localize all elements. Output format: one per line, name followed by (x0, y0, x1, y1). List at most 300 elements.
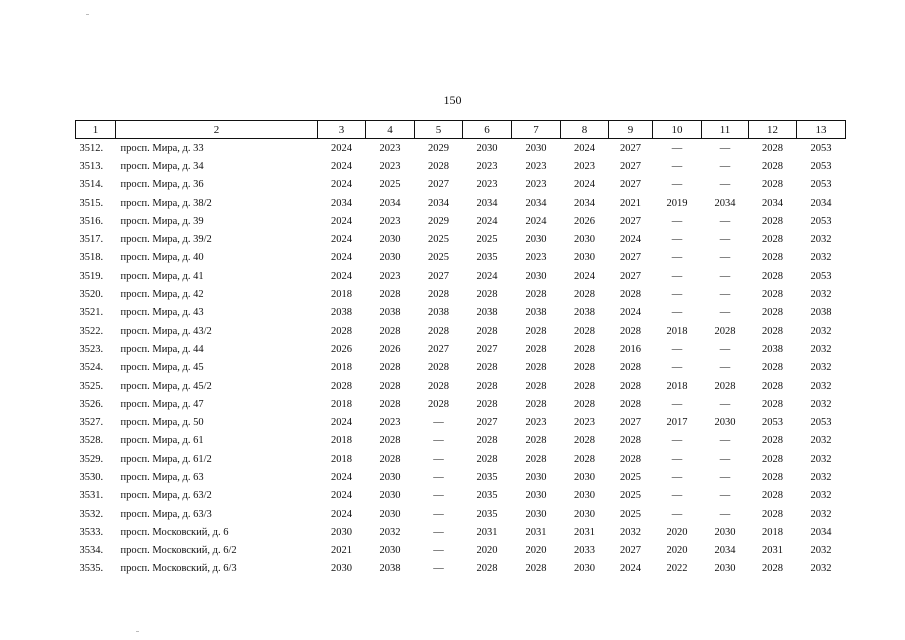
address-cell: просп. Мира, д. 47 (120, 398, 204, 410)
row-number-cell: 3534. (79, 545, 104, 557)
table-row (76, 212, 846, 230)
year-cell-col-4: 2025 (379, 179, 401, 191)
year-cell-col-10: — (671, 398, 683, 410)
year-cell-col-6: 2025 (476, 234, 498, 246)
year-cell-col-12: 2028 (762, 289, 783, 301)
row-number-cell: 3535. (79, 563, 104, 575)
year-cell-col-6: 2035 (476, 490, 498, 502)
year-cell-col-12: 2028 (762, 453, 783, 465)
year-cell-col-4: 2038 (379, 563, 401, 575)
year-cell-col-10: — (671, 508, 683, 520)
year-cell-col-8: 2028 (574, 362, 595, 374)
year-cell-col-13: 2032 (810, 453, 832, 465)
year-cell-col-3: 2026 (331, 343, 352, 355)
year-cell-col-11: — (719, 270, 731, 282)
year-cell-col-10: — (671, 435, 683, 447)
row-number-cell: 3512. (79, 142, 104, 154)
row-number-cell: 3532. (79, 508, 104, 520)
year-cell-col-9: 2027 (620, 142, 641, 154)
row-number-cell: 3522. (79, 325, 104, 337)
year-cell-col-11: — (719, 234, 731, 246)
column-header-11: 11 (702, 121, 749, 139)
year-cell-col-6: 2024 (476, 215, 498, 227)
year-cell-col-12: 2028 (762, 179, 783, 191)
year-cell-col-12: 2028 (762, 471, 783, 483)
year-cell-col-11: — (719, 215, 731, 227)
year-cell-col-10: — (671, 289, 683, 301)
table-header-row (76, 121, 846, 139)
year-cell-col-5: 2028 (428, 380, 449, 392)
year-cell-col-8: 2024 (574, 142, 595, 154)
year-cell-col-13: 2032 (810, 252, 832, 264)
year-cell-col-5: 2025 (428, 234, 449, 246)
row-number-cell: 3520. (79, 289, 104, 301)
row-number-cell: 3521. (79, 307, 104, 319)
year-cell-col-7: 2030 (525, 234, 547, 246)
year-cell-col-3: 2024 (331, 252, 352, 264)
year-cell-col-8: 2024 (574, 270, 595, 282)
year-cell-col-9: 2028 (620, 435, 641, 447)
year-cell-col-11: 2034 (714, 545, 736, 557)
scan-mark-bottom (136, 631, 139, 632)
year-cell-col-10: 2018 (666, 325, 688, 337)
year-cell-col-12: 2028 (762, 160, 783, 172)
year-cell-col-12: 2038 (762, 343, 783, 355)
year-cell-col-11: 2030 (714, 417, 736, 429)
table-row (76, 267, 846, 285)
year-cell-col-3: 2018 (331, 435, 352, 447)
year-cell-col-9: 2028 (620, 380, 641, 392)
year-cell-col-3: 2030 (331, 563, 352, 575)
year-cell-col-7: 2023 (525, 252, 547, 264)
year-cell-col-9: 2032 (620, 526, 641, 538)
year-cell-col-11: 2034 (714, 197, 736, 209)
year-cell-col-11: 2028 (714, 325, 736, 337)
year-cell-col-12: 2028 (762, 252, 783, 264)
year-cell-col-12: 2028 (762, 142, 783, 154)
year-cell-col-11: — (719, 179, 731, 191)
year-cell-col-11: — (719, 398, 731, 410)
address-cell: просп. Мира, д. 63 (120, 471, 204, 483)
year-cell-col-6: 2028 (476, 289, 498, 301)
column-header-8: 8 (561, 121, 609, 139)
year-cell-col-4: 2028 (379, 362, 401, 374)
year-cell-col-6: 2035 (476, 508, 498, 520)
year-cell-col-12: 2028 (762, 325, 783, 337)
year-cell-col-12: 2028 (762, 362, 783, 374)
year-cell-col-8: 2028 (574, 325, 595, 337)
row-number-cell: 3518. (79, 252, 104, 264)
year-cell-col-13: 2053 (810, 417, 832, 429)
year-cell-col-5: — (433, 435, 444, 447)
year-cell-col-3: 2028 (331, 380, 352, 392)
year-cell-col-12: 2028 (762, 215, 783, 227)
address-cell: просп. Мира, д. 61/2 (120, 453, 212, 465)
year-cell-col-12: 2028 (762, 270, 783, 282)
year-cell-col-4: 2034 (379, 197, 401, 209)
year-cell-col-9: 2024 (620, 563, 641, 575)
year-cell-col-11: 2028 (714, 380, 736, 392)
year-cell-col-3: 2024 (331, 471, 352, 483)
year-cell-col-9: 2016 (620, 343, 641, 355)
year-cell-col-6: 2020 (476, 545, 498, 557)
address-cell: просп. Мира, д. 44 (120, 343, 204, 355)
year-cell-col-13: 2053 (810, 215, 832, 227)
row-number-cell: 3530. (79, 471, 104, 483)
address-cell: просп. Мира, д. 38/2 (120, 197, 212, 209)
year-cell-col-10: — (671, 179, 683, 191)
year-cell-col-3: 2018 (331, 362, 352, 374)
year-cell-col-12: 2028 (762, 563, 783, 575)
year-cell-col-8: 2024 (574, 179, 595, 191)
year-cell-col-12: 2028 (762, 234, 783, 246)
address-cell: просп. Мира, д. 33 (120, 142, 204, 154)
year-cell-col-6: 2028 (476, 380, 498, 392)
year-cell-col-3: 2018 (331, 289, 352, 301)
table-row (76, 432, 846, 450)
year-cell-col-5: 2038 (428, 307, 449, 319)
table-row (76, 157, 846, 175)
year-cell-col-3: 2024 (331, 234, 352, 246)
year-cell-col-6: 2030 (476, 142, 498, 154)
table-row (76, 359, 846, 377)
year-cell-col-8: 2023 (574, 160, 595, 172)
year-cell-col-4: 2030 (379, 234, 401, 246)
table-row (76, 176, 846, 194)
year-cell-col-9: 2027 (620, 545, 641, 557)
table-row (76, 304, 846, 322)
year-cell-col-10: — (671, 142, 683, 154)
year-cell-col-12: 2028 (762, 307, 783, 319)
year-cell-col-5: 2027 (428, 343, 449, 355)
year-cell-col-13: 2053 (810, 160, 832, 172)
year-cell-col-11: 2030 (714, 563, 736, 575)
year-cell-col-7: 2030 (525, 471, 547, 483)
page-number: 150 (443, 93, 462, 107)
address-cell: просп. Мира, д. 63/2 (120, 490, 212, 502)
year-cell-col-8: 2028 (574, 398, 595, 410)
table-row (76, 450, 846, 468)
table-row (76, 249, 846, 267)
year-cell-col-13: 2032 (810, 398, 832, 410)
table-row (76, 413, 846, 431)
year-cell-col-12: 2028 (762, 398, 783, 410)
year-cell-col-6: 2023 (476, 160, 498, 172)
year-cell-col-8: 2030 (574, 490, 595, 502)
year-cell-col-10: — (671, 362, 683, 374)
year-cell-col-4: 2028 (379, 325, 401, 337)
year-cell-col-5: — (433, 563, 444, 575)
year-cell-col-11: — (719, 362, 731, 374)
row-number-cell: 3525. (79, 380, 104, 392)
year-cell-col-7: 2028 (525, 380, 547, 392)
table-row (76, 340, 846, 358)
year-cell-col-4: 2028 (379, 289, 401, 301)
year-cell-col-13: 2032 (810, 435, 832, 447)
year-cell-col-13: 2038 (810, 307, 832, 319)
year-cell-col-8: 2028 (574, 453, 595, 465)
table-row (76, 194, 846, 212)
year-cell-col-10: 2018 (666, 380, 688, 392)
year-cell-col-7: 2038 (525, 307, 547, 319)
year-cell-col-7: 2030 (525, 142, 547, 154)
column-header-1: 1 (76, 121, 116, 139)
table-row (76, 230, 846, 248)
row-number-cell: 3513. (79, 160, 104, 172)
year-cell-col-11: — (719, 160, 731, 172)
year-cell-col-9: 2028 (620, 325, 641, 337)
year-cell-col-11: — (719, 508, 731, 520)
year-cell-col-7: 2034 (525, 197, 547, 209)
address-cell: просп. Московский, д. 6/2 (120, 545, 237, 557)
year-cell-col-11: — (719, 490, 731, 502)
year-cell-col-11: — (719, 252, 731, 264)
column-header-12: 12 (749, 121, 797, 139)
year-cell-col-4: 2032 (379, 526, 401, 538)
row-number-cell: 3531. (79, 490, 104, 502)
table-row (76, 487, 846, 505)
year-cell-col-7: 2030 (525, 270, 547, 282)
year-cell-col-10: 2020 (666, 526, 688, 538)
year-cell-col-7: 2028 (525, 453, 547, 465)
year-cell-col-3: 2030 (331, 526, 352, 538)
year-cell-col-9: 2028 (620, 362, 641, 374)
column-header-13: 13 (797, 121, 846, 139)
row-number-cell: 3528. (79, 435, 104, 447)
year-cell-col-9: 2027 (620, 270, 641, 282)
year-cell-col-7: 2031 (525, 526, 547, 538)
year-cell-col-8: 2031 (574, 526, 595, 538)
year-cell-col-11: — (719, 343, 731, 355)
row-number-cell: 3519. (79, 270, 104, 282)
year-cell-col-9: 2028 (620, 289, 641, 301)
year-cell-col-7: 2028 (525, 435, 547, 447)
year-cell-col-6: 2023 (476, 179, 498, 191)
year-cell-col-8: 2028 (574, 343, 595, 355)
column-header-4: 4 (366, 121, 415, 139)
year-cell-col-13: 2034 (810, 197, 832, 209)
year-cell-col-9: 2027 (620, 179, 641, 191)
year-cell-col-12: 2028 (762, 508, 783, 520)
year-cell-col-9: 2028 (620, 398, 641, 410)
year-cell-col-10: — (671, 215, 683, 227)
year-cell-col-8: 2030 (574, 508, 595, 520)
year-cell-col-4: 2030 (379, 545, 401, 557)
year-cell-col-3: 2024 (331, 179, 352, 191)
year-cell-col-13: 2032 (810, 289, 832, 301)
year-cell-col-3: 2024 (331, 215, 352, 227)
year-cell-col-3: 2024 (331, 508, 352, 520)
year-cell-col-9: 2025 (620, 471, 641, 483)
year-cell-col-5: 2025 (428, 252, 449, 264)
year-cell-col-7: 2028 (525, 362, 547, 374)
year-cell-col-7: 2030 (525, 508, 547, 520)
table-row (76, 560, 846, 578)
address-cell: просп. Мира, д. 39 (120, 215, 204, 227)
table-row (76, 395, 846, 413)
year-cell-col-3: 2018 (331, 453, 352, 465)
year-cell-col-10: — (671, 490, 683, 502)
year-cell-col-6: 2027 (476, 417, 498, 429)
year-cell-col-8: 2023 (574, 417, 595, 429)
year-cell-col-4: 2023 (379, 160, 401, 172)
year-cell-col-6: 2028 (476, 563, 498, 575)
year-cell-col-9: 2027 (620, 417, 641, 429)
year-cell-col-12: 2034 (762, 197, 783, 209)
year-cell-col-4: 2030 (379, 252, 401, 264)
year-cell-col-12: 2028 (762, 435, 783, 447)
year-cell-col-5: 2028 (428, 289, 449, 301)
year-cell-col-4: 2023 (379, 215, 401, 227)
year-cell-col-13: 2053 (810, 142, 832, 154)
year-cell-col-13: 2032 (810, 343, 832, 355)
year-cell-col-8: 2034 (574, 197, 595, 209)
year-cell-col-6: 2034 (476, 197, 498, 209)
year-cell-col-5: 2034 (428, 197, 449, 209)
year-cell-col-12: 2031 (762, 545, 783, 557)
table-row (76, 468, 846, 486)
year-cell-col-11: — (719, 142, 731, 154)
year-cell-col-4: 2028 (379, 398, 401, 410)
address-cell: просп. Мира, д. 43/2 (120, 325, 212, 337)
year-cell-col-5: 2027 (428, 270, 449, 282)
row-number-cell: 3529. (79, 453, 104, 465)
year-cell-col-7: 2028 (525, 325, 547, 337)
year-cell-col-5: — (433, 453, 444, 465)
column-header-10: 10 (653, 121, 702, 139)
year-cell-col-6: 2038 (476, 307, 498, 319)
year-cell-col-9: 2027 (620, 252, 641, 264)
table-row (76, 322, 846, 340)
year-cell-col-10: 2019 (666, 197, 688, 209)
table-row (76, 542, 846, 560)
year-cell-col-7: 2024 (525, 215, 547, 227)
address-cell: просп. Мира, д. 40 (120, 252, 204, 264)
year-cell-col-3: 2018 (331, 398, 352, 410)
address-cell: просп. Мира, д. 39/2 (120, 234, 212, 246)
year-cell-col-5: — (433, 490, 444, 502)
year-cell-col-6: 2028 (476, 325, 498, 337)
year-cell-col-9: 2025 (620, 508, 641, 520)
row-number-cell: 3526. (79, 398, 104, 410)
column-header-6: 6 (463, 121, 512, 139)
address-cell: просп. Мира, д. 63/3 (120, 508, 212, 520)
column-header-7: 7 (512, 121, 561, 139)
year-cell-col-8: 2028 (574, 289, 595, 301)
year-cell-col-9: 2024 (620, 307, 641, 319)
table-row (76, 505, 846, 523)
year-cell-col-10: — (671, 160, 683, 172)
address-cell: просп. Мира, д. 61 (120, 435, 204, 447)
row-number-cell: 3514. (79, 179, 104, 191)
year-cell-col-4: 2023 (379, 417, 401, 429)
year-cell-col-5: — (433, 526, 444, 538)
row-number-cell: 3516. (79, 215, 104, 227)
year-cell-col-10: — (671, 234, 683, 246)
year-cell-col-8: 2030 (574, 252, 595, 264)
year-cell-col-12: 2053 (762, 417, 783, 429)
address-cell: просп. Московский, д. 6 (120, 526, 229, 538)
year-cell-col-5: — (433, 545, 444, 557)
column-header-3: 3 (318, 121, 366, 139)
year-cell-col-11: — (719, 453, 731, 465)
year-cell-col-7: 2023 (525, 179, 547, 191)
year-cell-col-6: 2035 (476, 252, 498, 264)
data-table (75, 120, 846, 578)
year-cell-col-10: — (671, 343, 683, 355)
year-cell-col-13: 2053 (810, 179, 832, 191)
address-cell: просп. Мира, д. 34 (120, 160, 204, 172)
year-cell-col-4: 2023 (379, 270, 401, 282)
year-cell-col-9: 2021 (620, 197, 641, 209)
year-cell-col-10: 2022 (666, 563, 688, 575)
year-cell-col-13: 2032 (810, 234, 832, 246)
year-cell-col-3: 2028 (331, 325, 352, 337)
year-cell-col-12: 2018 (762, 526, 783, 538)
year-cell-col-9: 2028 (620, 453, 641, 465)
row-number-cell: 3533. (79, 526, 104, 538)
address-cell: просп. Мира, д. 43 (120, 307, 204, 319)
address-cell: просп. Мира, д. 50 (120, 417, 204, 429)
year-cell-col-13: 2032 (810, 380, 832, 392)
column-header-9: 9 (609, 121, 653, 139)
year-cell-col-8: 2028 (574, 435, 595, 447)
year-cell-col-11: — (719, 307, 731, 319)
year-cell-col-3: 2024 (331, 160, 352, 172)
year-cell-col-6: 2031 (476, 526, 498, 538)
year-cell-col-4: 2028 (379, 380, 401, 392)
year-cell-col-7: 2028 (525, 563, 547, 575)
year-cell-col-4: 2030 (379, 508, 401, 520)
year-cell-col-5: — (433, 471, 444, 483)
year-cell-col-9: 2027 (620, 215, 641, 227)
year-cell-col-12: 2028 (762, 490, 783, 502)
row-number-cell: 3524. (79, 362, 104, 374)
year-cell-col-10: 2020 (666, 545, 688, 557)
row-number-cell: 3517. (79, 234, 104, 246)
year-cell-col-6: 2028 (476, 398, 498, 410)
table-body (76, 139, 846, 579)
address-cell: просп. Мира, д. 41 (120, 270, 204, 282)
address-cell: просп. Мира, д. 45/2 (120, 380, 212, 392)
column-header-5: 5 (415, 121, 463, 139)
year-cell-col-3: 2024 (331, 490, 352, 502)
scan-mark-top (86, 14, 89, 15)
table-row (76, 377, 846, 395)
year-cell-col-8: 2026 (574, 215, 595, 227)
year-cell-col-3: 2038 (331, 307, 352, 319)
year-cell-col-10: 2017 (666, 417, 688, 429)
year-cell-col-5: — (433, 417, 444, 429)
table-row (76, 139, 846, 158)
year-cell-col-5: 2029 (428, 215, 449, 227)
year-cell-col-5: 2027 (428, 179, 449, 191)
year-cell-col-13: 2032 (810, 490, 832, 502)
year-cell-col-3: 2021 (331, 545, 352, 557)
year-cell-col-5: — (433, 508, 444, 520)
year-cell-col-13: 2034 (810, 526, 832, 538)
row-number-cell: 3527. (79, 417, 104, 429)
address-cell: просп. Мира, д. 36 (120, 179, 204, 191)
year-cell-col-11: — (719, 289, 731, 301)
year-cell-col-13: 2032 (810, 471, 832, 483)
year-cell-col-4: 2030 (379, 490, 401, 502)
year-cell-col-11: 2030 (714, 526, 736, 538)
year-cell-col-6: 2028 (476, 435, 498, 447)
year-cell-col-8: 2028 (574, 380, 595, 392)
year-cell-col-13: 2032 (810, 563, 832, 575)
year-cell-col-6: 2028 (476, 453, 498, 465)
